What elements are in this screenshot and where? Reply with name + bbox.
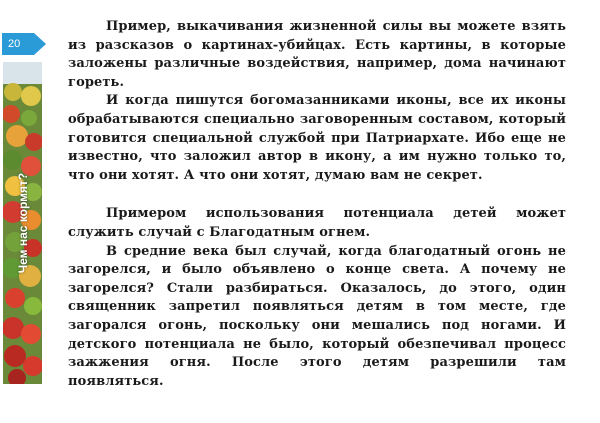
main-text xyxy=(68,18,566,391)
side-label: Чем нас кормят? xyxy=(15,172,30,274)
paragraph: Примером использования потенциала детей может служить случай с Благодатным огнем. xyxy=(68,206,566,240)
page-number: 20 xyxy=(8,38,21,50)
paragraph: В средние века был случай, когда благодатный огонь не загорелся, и было объявлено о конце света. А почему не загорелся? Стали разбираться. Оказалось, до этого, один священник запретил появляться детям в том месте, где загорался огонь, поскольку они мешались под ногами. И детского потенциала не было, который обезпечивал процесс зажжения огня. После этого детям разрешили там появляться. xyxy=(68,243,566,389)
paragraph: Пример, выкачивания жизненной силы вы можете взять из разсказов о картинах-убийцах. Есть картины, в которые заложены различные воздействия, например, дома начинают гореть. xyxy=(68,19,566,90)
paragraph: И когда пишутся богомазанниками иконы, все их иконы обрабатываются специально заговоренным составом, который готовится специальной службой при Патриархате. Ибо еще не известно, что заложил автор в икону, а им нужно только то, что они хотят. А что они хотят, думаю вам не секрет. xyxy=(68,93,566,183)
